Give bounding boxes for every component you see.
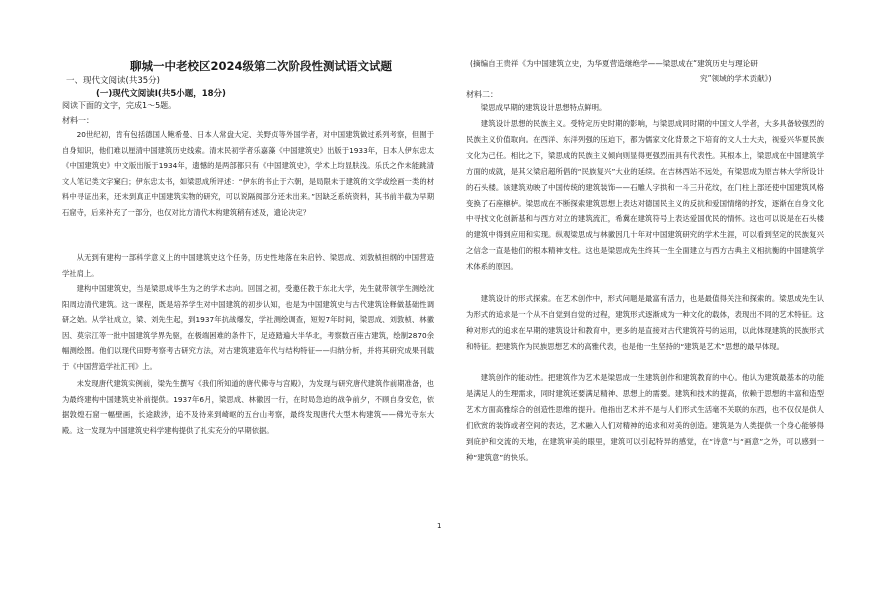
left-paragraph-2: 从无到有建构一部科学意义上的中国建筑史这个任务，历史性地落在朱启钤、梁思成、刘敦桢担纲的中国营造学社肩上。 [62,253,434,278]
right-paragraph-1: 梁思成早期的建筑设计思想特点鲜明。 [480,103,607,112]
subsection-heading: (一)现代文阅读Ⅰ(共5小题，18分) [96,89,226,99]
page-number: 1 [437,522,442,530]
left-paragraph-4: 未发现唐代建筑实例前，梁先生撰写《我们所知道的唐代佛寺与宫殿》，为发现与研究唐代建筑作前期准备，也为最终建构中国建筑史补前提供。1937年6月，梁思成、林徽因一行，在时局急迫的战争前夕，不顾自身安危，依据敦煌石窟一幅壁画，长途跋涉，追不及待来到崎岖的五台山考察，最终发现唐代大型木构建筑——佛光寺东大殿。这一发现为中国建筑史科学建构提供了扎实充分的早期依据。 [62,379,434,435]
left-paragraph-1: 20世纪初，肯有包括德国人鲍希曼、日本人常盘大定、关野贞等外国学者，对中国建筑做过系列考察，但囿于自身知识，他们难以厘清中国建筑历史线索。清末民初学者乐嘉藻《中国建筑史》出版于1933年，日本人伊东忠太《中国建筑史》中文版出版于1934年，遗憾的是两部都只有《中国建筑史》，学术上均显肤浅。乐氏之作未能跳清文人笔记类文字窠臼；伊东忠太书，如梁思成所评述：“伊东的书止于六朝，是局限未于建筑的文学或绘画一类的材料中寻证出来，还未到真正中国建筑实物的研究，可以说隔阂部分还未出来。”因缺乏系统资料，其书前半截为早期石窟寺，后来补充了一部分，也仅对比方清代木构建筑稍有述及，遗论决定？ [62,130,434,217]
source-citation-line2: 究”领域的学术贡献》) [700,74,772,83]
right-paragraph-2: 建筑设计思想的民族主义。受特定历史时期的影响，与梁思成同时期的中国文人学者，大多具备较强烈的民族主义价值取向。在西洋、东洋列强的压迫下，都为儒家文化背景之下培育的文人士大夫，视爱兴华夏民族文化为己任。相比之下，梁思成的民族主义倾向则显得更强烈而具有代表性。其根本上，梁思成在中国建筑学方面的成就，是其父梁启超所倡的“民族复兴”大业的延续。在吉林西站不远处，有梁思成为原吉林大学所设计的石头楼。该建筑劝映了中国传统的建筑装饰——石雕人字拱和一斗三升花纹，在门柱上部还使中国建筑风格变换了石座檩栌。梁思成在不断探索建筑思想上表达对德国民主义的反抗和爱国情绪的抒发，逐渐在自身文化中寻找文化创新基和与西方对立的建筑流汇，希冀在建筑符号上表达爱国优民的情怀。这也可以说是在石头楼的建筑中得到应用和实现。纵观梁思成与林徽因几十年对中国建筑研究的学术生涯，可以看到坚定的民族复兴之信念一直是他们的根本精神支柱。这也是梁思成先生终其一生全面建立与西方古典主义相抗衡的中国建筑学术体系的原因。 [466,119,824,272]
right-paragraph-4: 建筑创作的能动性。把建筑作为艺术是梁思成一生建筑创作和建筑教育的中心。他认为建筑最基本的功能是满足人的生理需求，同时建筑还要满足精神、思想上的需要。建筑和技术的提高，依赖于思想的丰富和造型艺术方面高雅综合的创造性思维的提升。他指出艺术并不是与人们形式生活毫不关联的东西，也不仅仅是供人们欣赏的装饰或者空间的表达，艺术融入人们对精神的追求和对美的创造。建筑是为人类提供一个身心能够得到庇护和交流的天地，在建筑审美的眼里，建筑可以引起特异的感觉，在“诗意”与“画意”之外，可以感到一种“建筑意”的快乐。 [466,373,824,462]
reading-instruction: 阅读下面的文字，完成1～5题。 [62,101,177,110]
right-paragraph-3: 建筑设计的形式探索。在艺术创作中，形式问题是最富有活力，也是最值得关注和探索的。梁思成先生认为形式的追求是一个从不自觉到自觉的过程，建筑形式逐渐成为一种文化的载体，表现出不同的艺术特征。这种对形式的追求在早期的建筑设计和教育中，更多的是直接对古代建筑符号的运用，以此体现建筑的民族形式和特征。把建筑作为民族思想艺术的高雅代表，也是他一生坚持的“建筑是艺术”思想的最早体现。 [466,294,824,351]
material2-label: 材料二： [466,90,498,99]
source-citation-line1: (摘编自王贵祥《为中国建筑立史，为华夏营造继绝学——梁思成在“建筑历史与理论研 [470,59,758,68]
material1-label: 材料一： [62,116,94,125]
left-paragraph-3: 建构中国建筑史，当是梁思成毕生为之的学术志向。回国之初，受邀任教于东北大学，先生就带领学生测绘沈阳周边清代建筑。这一课程，既是培养学生对中国建筑的初步认知，也是为中国建筑史与古代建筑诠释做基础性调研之始。从学社成立，梁、刘先生起，到1937年抗战爆发，学社测绘调查，短短7年时间，梁思成、刘敦桢、林徽因、莫宗江等一批中国建筑学界先驱，在极端困难的条件下，足迹踏遍大半华北，考察数百座古建筑，绘制2870余幅测绘图。他们以现代田野考察考古研究方法，对古建筑建造年代与结构特征——归纳分析，并将其研究成果刊载于《中国营造学社汇刊》上。 [62,284,434,371]
section-heading: 一、现代文阅读(共35分) [66,76,160,86]
exam-title: 聊城一中老校区2024级第二次阶段性测试语文试题 [130,59,393,73]
